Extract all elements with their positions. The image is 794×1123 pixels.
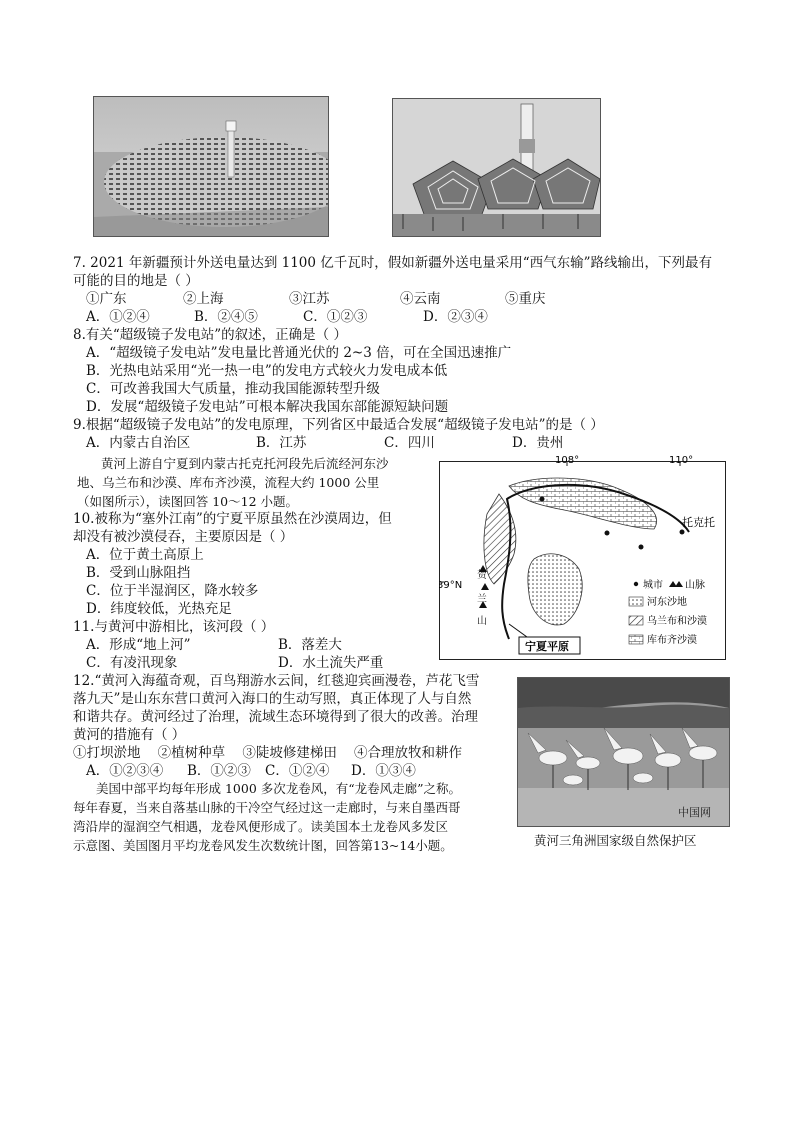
q12-items: ①打坝淤地 ②植树种草 ③陡坡修建梯田 ④合理放牧和耕作 (73, 745, 462, 761)
q10-option-d: D．纬度较低，光热充足 (86, 601, 232, 617)
map-lat-39: 39°N (439, 580, 463, 591)
solar-tower-photo-2 (392, 98, 601, 237)
passage1-line3: （如图所示），读图回答 10～12 小题。 (77, 494, 299, 509)
q12-line3: 和谐共存。黄河经过了治理，流域生态环境得到了很大的改善。治理 (73, 709, 478, 725)
map-label-ningxia-plain: 宁夏平原 (525, 640, 569, 653)
q9-stem: 9.根据“超级镜子发电站”的发电原理，下列省区中最适合发展“超级镜子发电站”的是（ ） (73, 417, 604, 433)
q8-stem: 8.有关“超级镜子发电站”的叙述，正确是（ ） (73, 327, 347, 343)
q7-item-4: ④云南 (400, 291, 441, 307)
map-lon-108: 108° (555, 455, 580, 466)
passage1-line2: 地、乌兰布和沙漠、库布齐沙漠，流程大约 1000 公里 (77, 475, 380, 490)
q10-option-b: B．受到山脉阻挡 (86, 565, 191, 581)
legend-city: 城市 (643, 580, 663, 591)
q10-option-a: A．位于黄土高原上 (86, 547, 204, 563)
q12-option-a: A．①②③④ (86, 763, 164, 779)
q8-option-a: A．“超级镜子发电站”发电量比普通光伏的 2~3 倍，可在全国迅速推广 (86, 345, 512, 361)
q12-option-d: D．①③④ (351, 763, 416, 779)
passage1-line1: 黄河上游自宁夏到内蒙古托克托河段先后流经河东沙 (101, 456, 389, 471)
q12-option-c: C．①②④ (265, 763, 330, 779)
q7-stem-line2: 可能的目的地是（ ） (73, 273, 199, 289)
q10-stem-line1: 10.被称为“塞外江南”的宁夏平原虽然在沙漠周边，但 (73, 511, 392, 527)
map-mountain-shan: 山 (477, 616, 487, 627)
q9-option-d: D．贵州 (512, 435, 564, 451)
photo-caption: 黄河三角洲国家级自然保护区 (534, 833, 697, 848)
legend-hedong: 河东沙地 (647, 597, 687, 608)
legend-kubuqi: 库布齐沙漠 (647, 635, 697, 646)
q11-option-c: C．有凌汛现象 (86, 655, 178, 671)
photo-watermark: 中国网 (678, 806, 711, 819)
q7-stem-line1: 7. 2021 年新疆预计外送电量达到 1100 亿千瓦时，假如新疆外送电量采用“西气东输”路线输出，下列最有 (73, 255, 713, 271)
yellow-river-delta-photo (517, 677, 730, 827)
q10-option-c: C．位于半湿润区，降水较多 (86, 583, 259, 599)
q7-item-5: ⑤重庆 (505, 291, 546, 307)
q11-option-d: D．水土流失严重 (278, 655, 384, 671)
legend-ulanbuh: 乌兰布和沙漠 (647, 616, 707, 627)
q7-option-d: D．②③④ (423, 309, 488, 325)
q7-option-a: A．①②④ (86, 309, 150, 325)
yellow-river-map (439, 454, 726, 660)
solar-tower-photo-1 (93, 96, 329, 237)
q12-line2: 落九天”是山东东营口黄河入海口的生动写照，真正体现了人与自然 (73, 691, 472, 707)
q7-item-1: ①广东 (86, 291, 127, 307)
q9-option-c: C．四川 (384, 435, 435, 451)
q8-option-b: B．光热电站采用“光一热一电”的发电方式较火力发电成本低 (86, 363, 448, 379)
passage2-line4: 示意图、美国图月平均龙卷风发生次数统计图，回答第13~14小题。 (73, 838, 453, 853)
q12-line1: 12.“黄河入海蕴奇观，百鸟翔游水云间，红毯迎宾画漫卷，芦花飞雪 (73, 673, 480, 689)
map-label-tuoketuo: 托克托 (682, 516, 715, 529)
q10-stem-line2: 却没有被沙漠侵吞，主要原因是（ ） (73, 529, 294, 545)
q7-item-2: ②上海 (183, 291, 224, 307)
q12-line4: 黄河的措施有（ ） (73, 727, 186, 743)
q11-option-a: A．形成“地上河” (86, 637, 191, 653)
passage2-line2: 每年春夏，当来自落基山脉的干冷空气经过这一走廊时，与来自墨西哥 (73, 800, 461, 815)
map-lon-110: 110° (669, 455, 694, 466)
q11-stem: 11.与黄河中游相比，该河段（ ） (73, 619, 275, 635)
q8-option-d: D．发展“超级镜子发电站”可根本解决我国东部能源短缺问题 (86, 399, 449, 415)
q9-option-b: B．江苏 (256, 435, 307, 451)
q7-item-3: ③江苏 (289, 291, 330, 307)
map-mountain-he: 贺 (477, 570, 487, 581)
legend-mountain: 山脉 (685, 580, 705, 591)
map-mountain-lan: 兰 (477, 594, 487, 605)
passage2-line1: 美国中部平均每年形成 1000 多次龙卷风，有“龙卷风走廊”之称。 (96, 781, 462, 796)
q8-option-c: C．可改善我国大气质量，推动我国能源转型升级 (86, 381, 380, 397)
passage2-line3: 湾沿岸的湿润空气相遇，龙卷风便形成了。读美国本土龙卷风多发区 (73, 819, 449, 834)
q7-option-b: B．②④⑤ (194, 309, 258, 325)
q9-option-a: A．内蒙古自治区 (86, 435, 191, 451)
q12-option-b: B．①②③ (187, 763, 251, 779)
q7-option-c: C．①②③ (303, 309, 368, 325)
q11-option-b: B．落差大 (278, 637, 342, 653)
